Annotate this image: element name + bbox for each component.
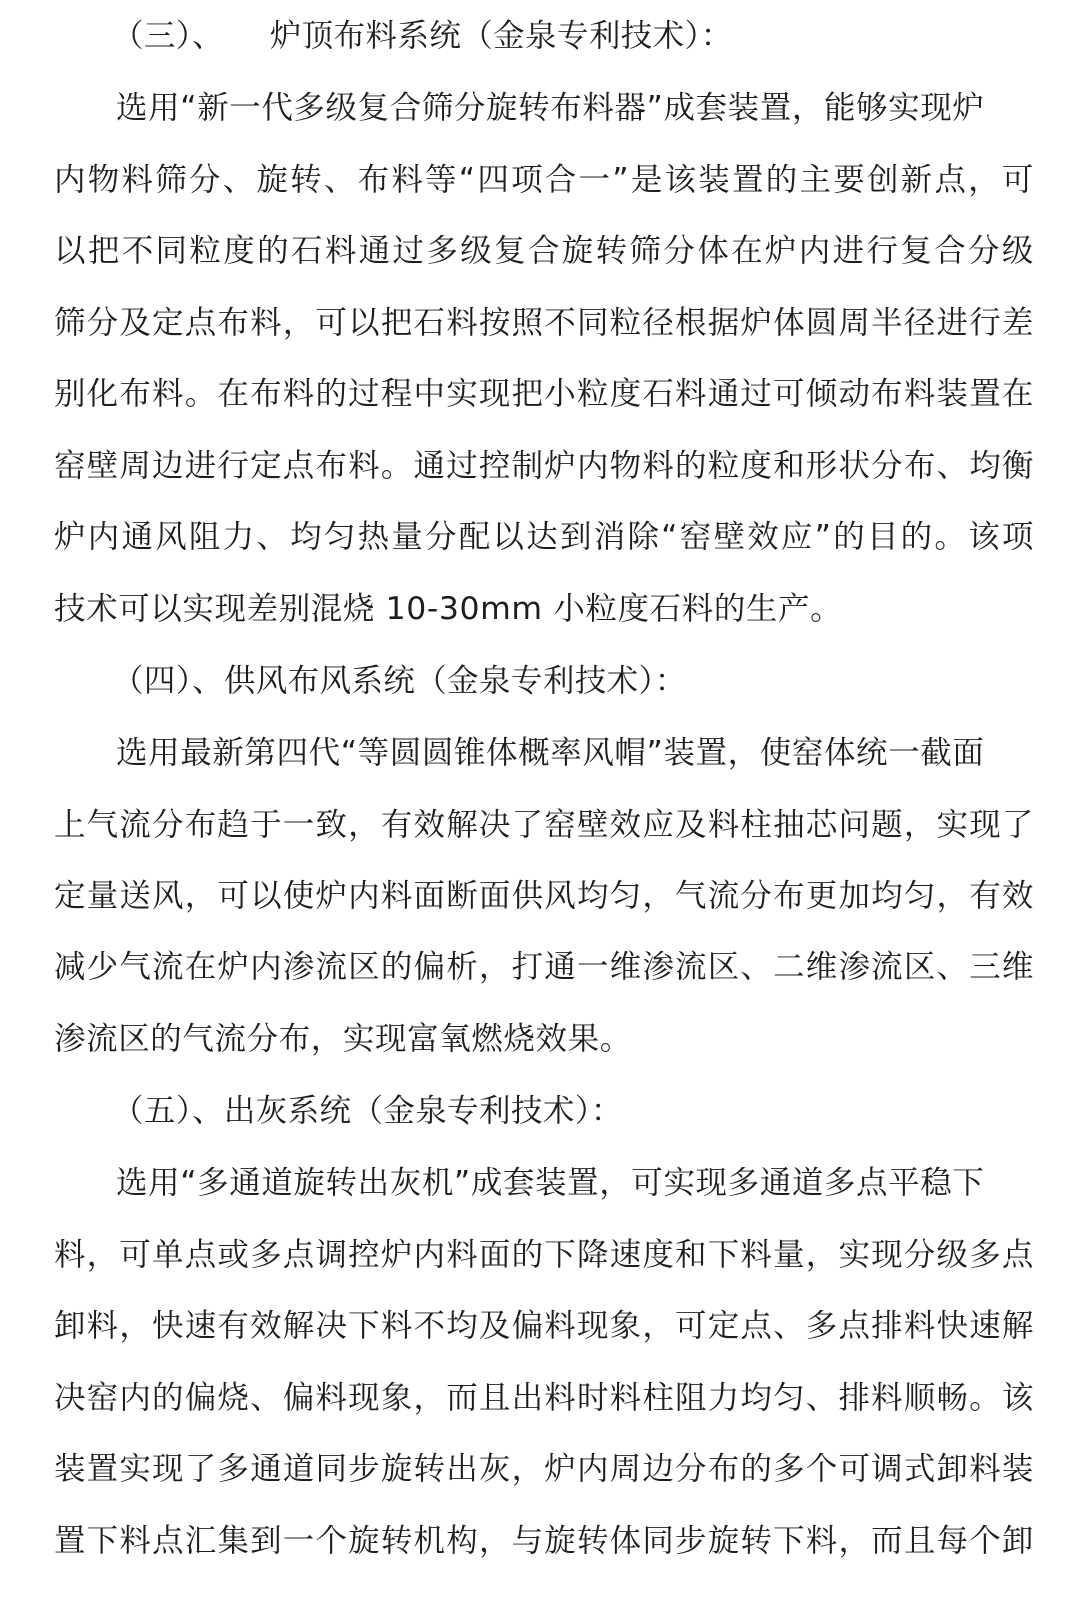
section-number: （三）、 [112,18,224,54]
paragraph-line: 装置实现了多通道同步旋转出灰，炉内周边分布的多个可调式卸料装 [54,1451,1034,1487]
section-heading-3 [112,10,1088,62]
paragraph-line: 决窑内的偏烧、偏料现象，而且出料时料柱阻力均匀、排料顺畅。该 [54,1380,1034,1416]
paragraph-line: 炉内通风阻力、均匀热量分配以达到消除“窑壁效应”的目的。该项 [54,519,1034,555]
section-heading-5: （五）、出灰系统（金泉专利技术）： [112,1093,623,1129]
paragraph-line: 筛分及定点布料，可以把石料按照不同粒径根据炉体圆周半径进行差 [54,305,1034,341]
paragraph-line: 定量送风，可以使炉内料面断面供风均匀，气流分布更加均匀，有效 [54,878,1034,914]
paragraph-line: 置下料点汇集到一个旋转机构，与旋转体同步旋转下料，而且每个卸 [54,1523,1034,1559]
paragraph-line: 内物料筛分、旋转、布料等“四项合一”是该装置的主要创新点，可 [54,162,1034,198]
paragraph-line: 窑壁周边进行定点布料。通过控制炉内物料的粒度和形状分布、均衡 [54,448,1034,484]
paragraph-line: 减少气流在炉内渗流区的偏析，打通一维渗流区、二维渗流区、三维 [54,949,1034,985]
paragraph-line: 选用最新第四代“等圆圆锥体概率风帽”装置，使窑体统一截面 [116,735,985,771]
section-title: 炉顶布料系统（金泉专利技术）： [269,18,733,54]
paragraph-line: 以把不同粒度的石料通过多级复合旋转筛分体在炉内进行复合分级 [54,233,1034,269]
paragraph-line: 选用“新一代多级复合筛分旋转布料器”成套装置，能够实现炉 [116,90,985,126]
paragraph-line: 选用“多通道旋转出灰机”成套装置，可实现多通道多点平稳下 [116,1165,985,1201]
paragraph-line: 渗流区的气流分布，实现富氧燃烧效果。 [54,1021,632,1057]
section-heading-4: （四）、供风布风系统（金泉专利技术）： [112,663,687,699]
paragraph-line: 别化布料。在布料的过程中实现把小粒度石料通过可倾动布料装置在 [54,376,1034,412]
paragraph-line: 上气流分布趋于一致，有效解决了窑壁效应及料柱抽芯问题，实现了 [54,807,1034,843]
paragraph-line: 卸料，快速有效解决下料不均及偏料现象，可定点、多点排料快速解 [54,1308,1034,1344]
paragraph-line: 料，可单点或多点调控炉内料面的下降速度和下料量，实现分级多点 [54,1237,1034,1273]
paragraph-line: 技术可以实现差别混烧 10-30mm 小粒度石料的生产。 [54,591,843,627]
